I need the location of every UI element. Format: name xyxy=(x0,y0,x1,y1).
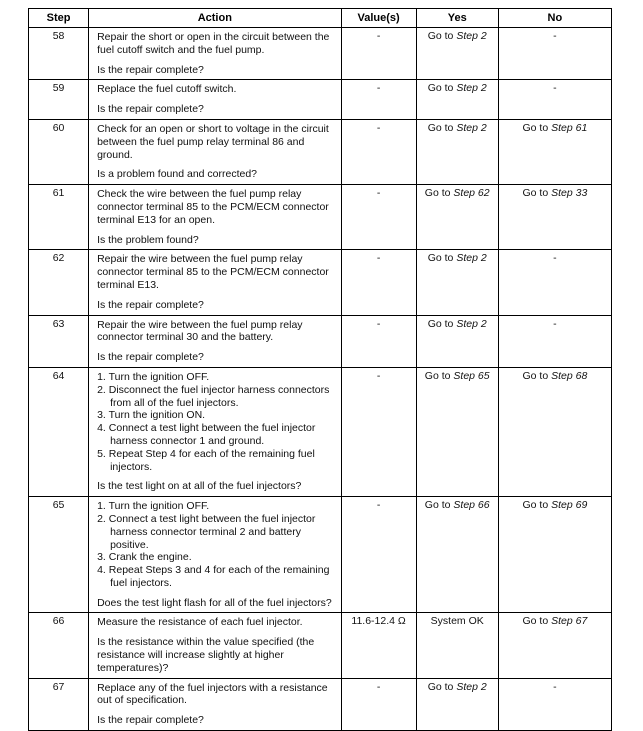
action-question: Is the resistance within the value specified (the resistance will increase slightly at higher temperatures)? xyxy=(97,636,315,674)
action-question: Is the repair complete? xyxy=(97,63,204,76)
action-list-item: 2. Disconnect the fuel injector harness connectors from all of the fuel injectors. xyxy=(97,383,330,409)
goto-step-label: Step 2 xyxy=(456,121,487,134)
action-list-item: 1. Turn the ignition OFF. xyxy=(97,500,210,513)
dash-placeholder: - xyxy=(376,369,381,382)
action-list-item: 2. Connect a test light between the fuel injector harness connector terminal 2 and battery positive. xyxy=(97,512,316,551)
no-cell xyxy=(498,80,611,120)
goto-step-label: Step 61 xyxy=(551,121,588,134)
no-cell xyxy=(498,250,611,315)
column-header-values: Value(s) xyxy=(341,9,416,28)
yes-cell xyxy=(416,119,498,184)
action-description xyxy=(97,31,334,57)
no-cell xyxy=(498,678,611,730)
no-cell xyxy=(498,367,611,496)
step-number-cell: 58 xyxy=(29,28,89,80)
action-question: Is the problem found? xyxy=(97,233,199,246)
goto-reference: Go to Step 2 xyxy=(427,121,487,134)
action-description xyxy=(97,188,334,226)
action-cell xyxy=(89,28,341,80)
action-list-item: 4. Connect a test light between the fuel injector harness connector 1 and ground. xyxy=(97,422,316,447)
dash-placeholder: - xyxy=(376,680,381,693)
column-header-yes: Yes xyxy=(416,9,498,28)
action-cell xyxy=(89,613,341,678)
dash-placeholder: - xyxy=(376,121,381,134)
goto-step-label: Step 67 xyxy=(551,615,588,628)
yes-cell xyxy=(416,250,498,315)
goto-step-label: Step 2 xyxy=(456,30,487,42)
table-row xyxy=(29,613,612,678)
table-header xyxy=(29,9,612,28)
action-description xyxy=(97,616,334,629)
goto-reference: Go to Step 2 xyxy=(427,82,487,95)
yes-cell xyxy=(416,185,498,250)
yes-cell xyxy=(416,28,498,80)
action-cell xyxy=(89,80,341,120)
dash-placeholder: - xyxy=(376,499,381,512)
action-question: Is the repair complete? xyxy=(97,714,204,727)
goto-reference: Go to Step 62 xyxy=(424,187,490,200)
action-cell xyxy=(89,185,341,250)
column-header-step: Step xyxy=(29,9,89,28)
goto-step-label: Step 66 xyxy=(453,499,490,512)
goto-step-label: Step 2 xyxy=(456,317,487,330)
dash-placeholder: - xyxy=(553,30,557,42)
no-cell xyxy=(498,613,611,678)
value-cell xyxy=(341,613,416,678)
yes-cell xyxy=(416,367,498,496)
goto-step-label: Step 65 xyxy=(453,369,490,382)
step-number-cell: 59 xyxy=(29,80,89,120)
table-row xyxy=(29,250,612,315)
goto-step-label: Step 68 xyxy=(551,369,588,382)
diagnostic-table xyxy=(28,8,612,731)
action-paragraph: Repair the wire between the fuel pump relay connector terminal 85 to the PCM/ECM connector terminal E13. xyxy=(97,253,329,291)
dash-placeholder: - xyxy=(553,317,557,330)
value-cell xyxy=(341,315,416,367)
table-row xyxy=(29,367,612,496)
step-number-cell: 63 xyxy=(29,315,89,367)
goto-reference: Go to Step 33 xyxy=(522,187,588,200)
goto-step-label: Step 69 xyxy=(551,499,588,512)
action-question: Is the test light on at all of the fuel injectors? xyxy=(97,480,302,493)
dash-placeholder: - xyxy=(553,252,557,265)
no-cell xyxy=(498,497,611,613)
action-cell xyxy=(89,250,341,315)
action-cell xyxy=(89,315,341,367)
action-question: Is the repair complete? xyxy=(97,103,204,116)
action-list-item: 4. Repeat Steps 3 and 4 for each of the remaining fuel injectors. xyxy=(97,564,330,589)
action-paragraph: Repair the wire between the fuel pump relay connector terminal 30 and the battery. xyxy=(97,318,303,344)
goto-reference: Go to Step 69 xyxy=(522,499,588,512)
result-text: 11.6-12.4 Ω xyxy=(351,615,406,628)
action-description xyxy=(97,83,334,96)
goto-reference: Go to Step 2 xyxy=(427,252,487,265)
dash-placeholder: - xyxy=(553,82,557,95)
step-number-cell: 66 xyxy=(29,613,89,678)
goto-step-label: Step 33 xyxy=(551,187,588,200)
yes-cell xyxy=(416,497,498,613)
action-paragraph: Repair the short or open in the circuit between the fuel cutoff switch and the fuel pump. xyxy=(97,31,330,56)
value-cell xyxy=(341,119,416,184)
action-description xyxy=(97,682,334,708)
goto-reference: Go to Step 2 xyxy=(427,680,487,693)
value-cell xyxy=(341,250,416,315)
action-paragraph: Measure the resistance of each fuel injector. xyxy=(97,616,303,629)
action-paragraph: Replace the fuel cutoff switch. xyxy=(97,83,237,96)
table-row xyxy=(29,28,612,80)
goto-reference: Go to Step 2 xyxy=(427,30,487,42)
no-cell xyxy=(498,28,611,80)
action-cell xyxy=(89,367,341,496)
dash-placeholder: - xyxy=(553,680,557,693)
goto-step-label: Step 62 xyxy=(453,187,490,200)
table-body xyxy=(29,28,612,731)
value-cell xyxy=(341,678,416,730)
action-list-item: 5. Repeat Step 4 for each of the remaining fuel injectors. xyxy=(97,447,315,473)
table-row xyxy=(29,315,612,367)
step-number-cell: 67 xyxy=(29,678,89,730)
action-list-item: 1. Turn the ignition OFF. xyxy=(97,370,210,383)
dash-placeholder: - xyxy=(376,82,381,95)
value-cell xyxy=(341,497,416,613)
dash-placeholder: - xyxy=(376,30,381,42)
table-row xyxy=(29,497,612,613)
header-row xyxy=(29,9,612,28)
goto-reference: Go to Step 68 xyxy=(522,369,588,382)
action-cell xyxy=(89,497,341,613)
table-row xyxy=(29,678,612,730)
action-paragraph: Check for an open or short to voltage in the circuit between the fuel pump relay terminal 86 and ground. xyxy=(97,122,329,161)
dash-placeholder: - xyxy=(376,317,381,330)
value-cell xyxy=(341,367,416,496)
yes-cell xyxy=(416,678,498,730)
no-cell xyxy=(498,315,611,367)
goto-step-label: Step 2 xyxy=(456,82,487,95)
action-description xyxy=(97,123,334,161)
table-row xyxy=(29,119,612,184)
goto-reference: Go to Step 67 xyxy=(522,615,588,628)
action-paragraph: Check the wire between the fuel pump relay connector terminal 85 to the PCM/ECM connector terminal E13 for an open. xyxy=(97,188,329,226)
action-description xyxy=(97,253,334,291)
dash-placeholder: - xyxy=(376,187,381,200)
dash-placeholder: - xyxy=(376,252,381,265)
value-cell xyxy=(341,80,416,120)
action-list-item: 3. Turn the ignition ON. xyxy=(97,409,206,422)
result-text: System OK xyxy=(430,615,484,628)
step-number-cell: 62 xyxy=(29,250,89,315)
action-question: Does the test light flash for all of the fuel injectors? xyxy=(97,596,332,609)
value-cell xyxy=(341,185,416,250)
step-number-cell: 64 xyxy=(29,367,89,496)
column-header-action: Action xyxy=(89,9,341,28)
step-number-cell: 60 xyxy=(29,119,89,184)
yes-cell xyxy=(416,613,498,678)
action-paragraph: Replace any of the fuel injectors with a resistance out of specification. xyxy=(97,681,328,707)
table-row xyxy=(29,185,612,250)
goto-reference: Go to Step 2 xyxy=(427,317,487,330)
no-cell xyxy=(498,119,611,184)
yes-cell xyxy=(416,315,498,367)
action-description xyxy=(97,319,334,345)
table-row xyxy=(29,80,612,120)
goto-step-label: Step 2 xyxy=(456,680,487,693)
column-header-no: No xyxy=(498,9,611,28)
step-number-cell: 61 xyxy=(29,185,89,250)
goto-step-label: Step 2 xyxy=(456,252,487,265)
action-question: Is a problem found and corrected? xyxy=(97,168,258,181)
no-cell xyxy=(498,185,611,250)
step-number-cell: 65 xyxy=(29,497,89,613)
action-cell xyxy=(89,119,341,184)
action-question: Is the repair complete? xyxy=(97,351,204,364)
yes-cell xyxy=(416,80,498,120)
action-cell xyxy=(89,678,341,730)
goto-reference: Go to Step 65 xyxy=(424,369,490,382)
goto-reference: Go to Step 61 xyxy=(522,121,588,134)
action-description xyxy=(97,500,334,590)
action-description xyxy=(97,371,334,473)
action-question: Is the repair complete? xyxy=(97,298,204,311)
value-cell xyxy=(341,28,416,80)
action-list-item: 3. Crank the engine. xyxy=(97,551,192,564)
goto-reference: Go to Step 66 xyxy=(424,499,490,512)
